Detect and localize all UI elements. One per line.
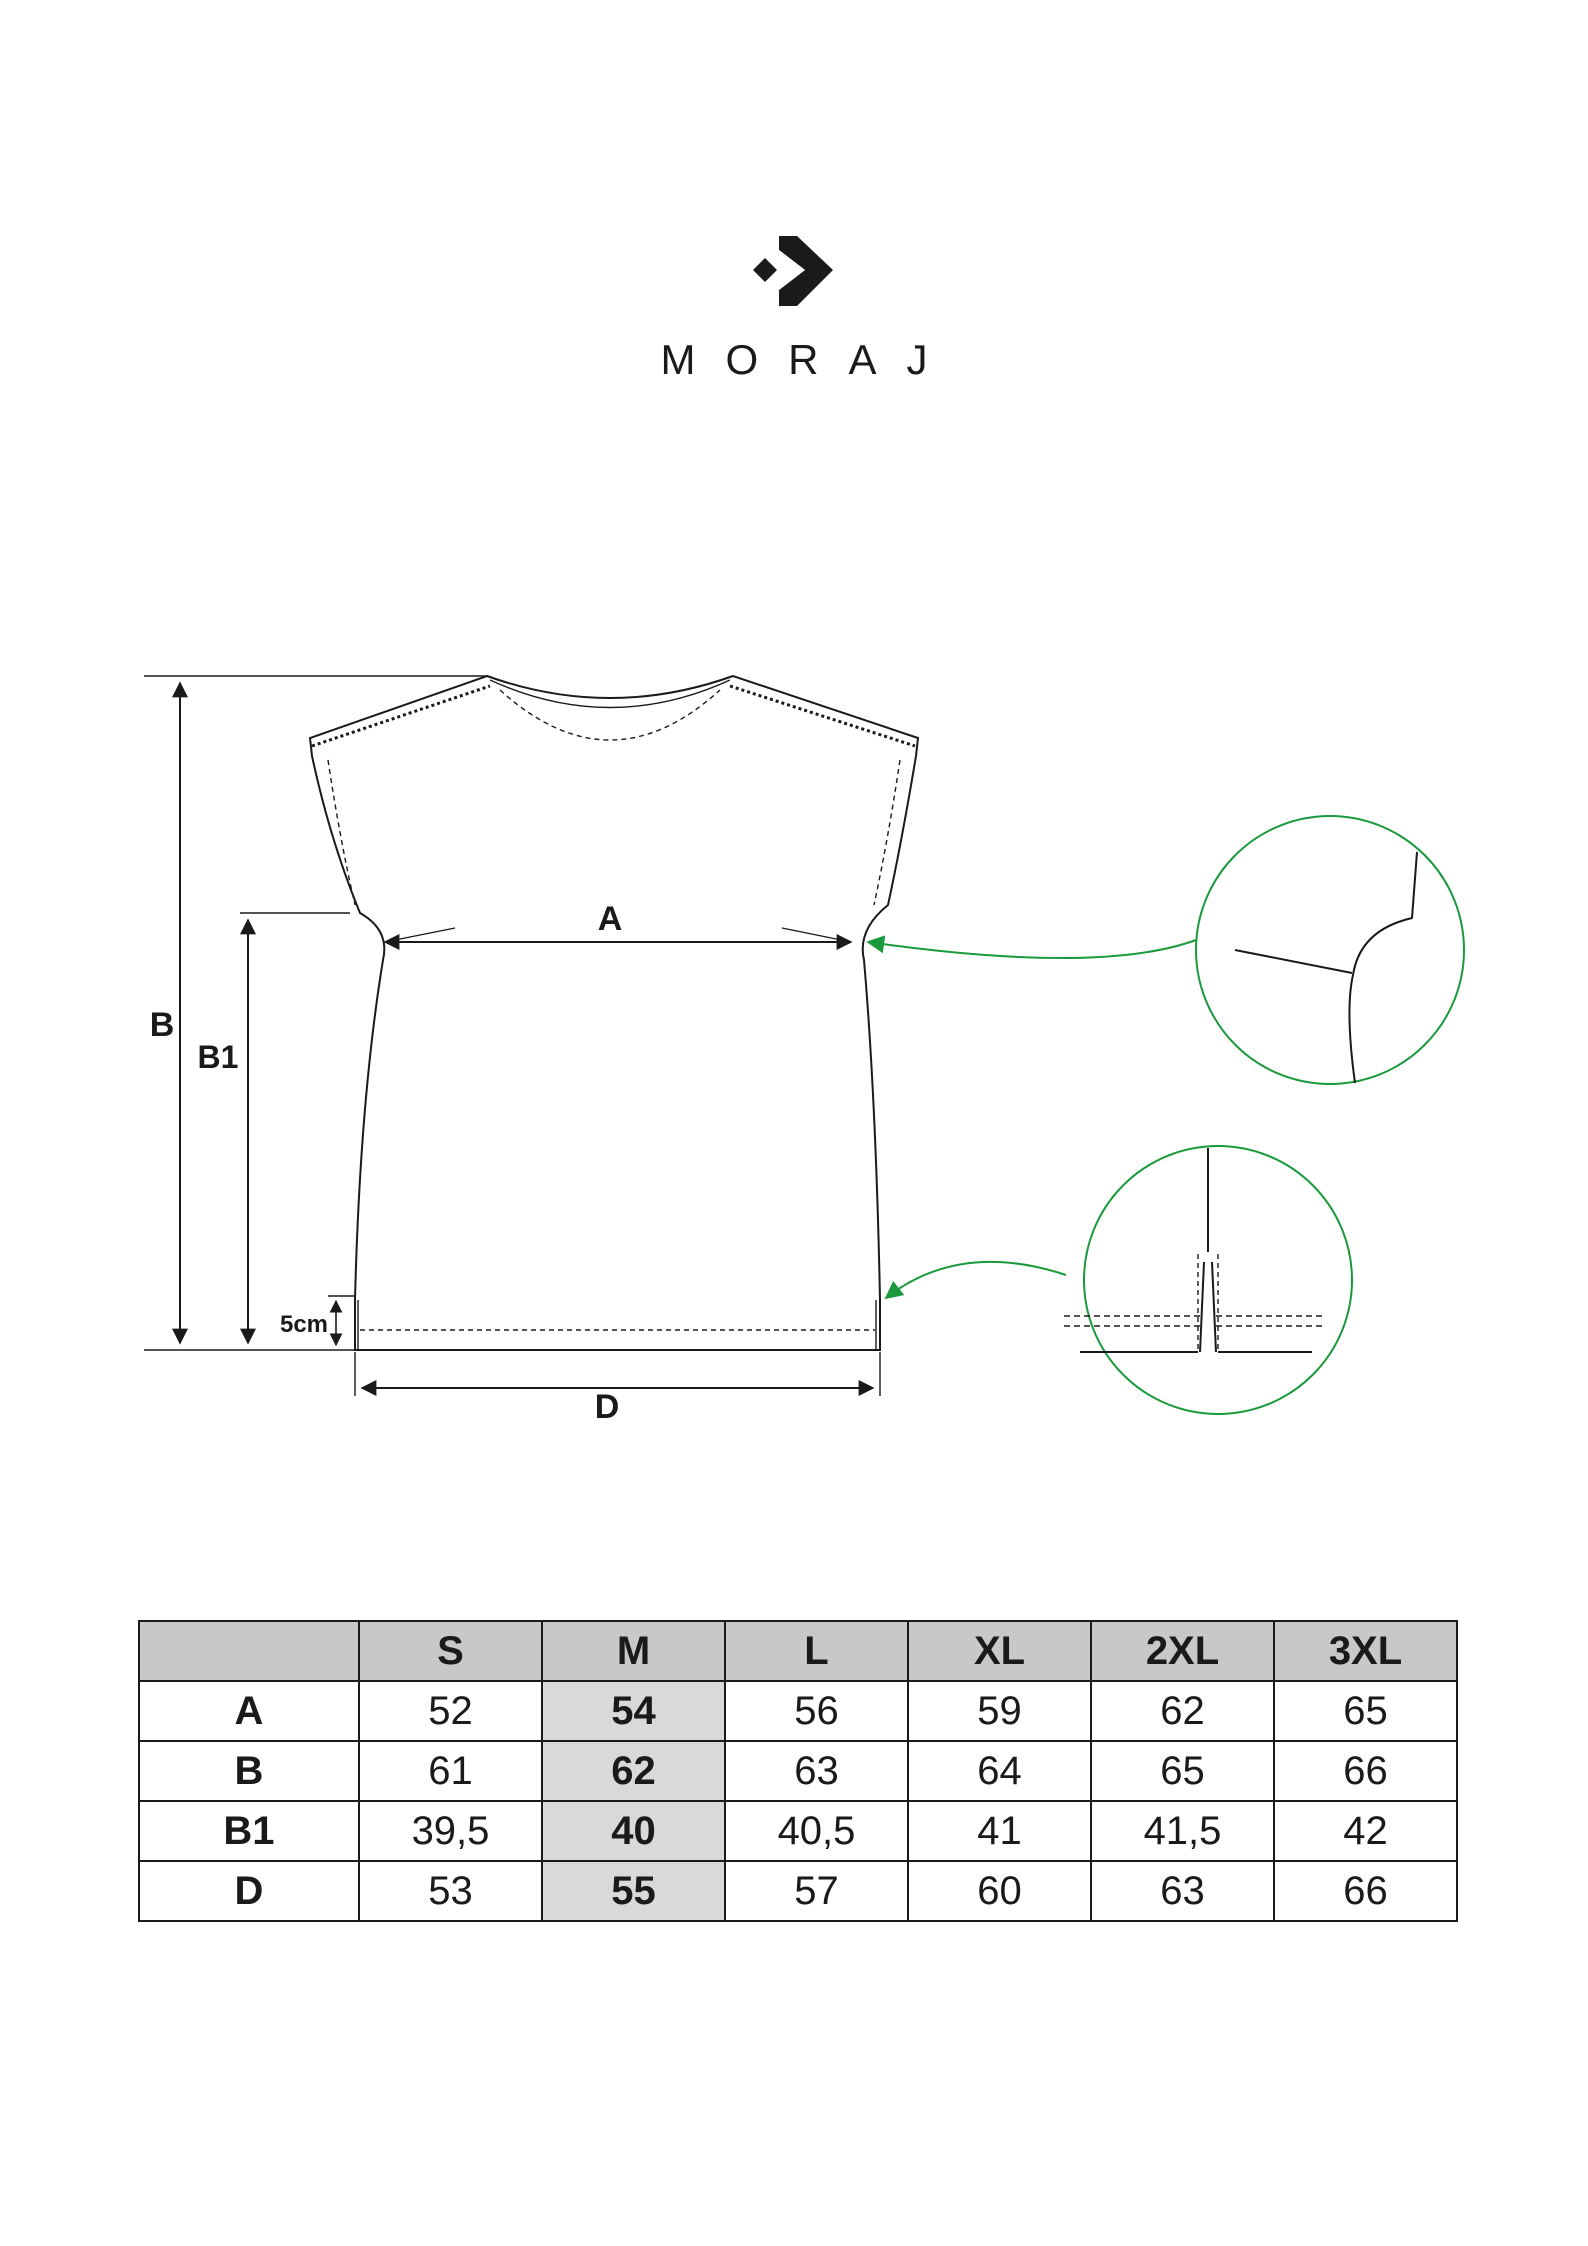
armhole-detail-callout xyxy=(1196,816,1464,1084)
value-cell: 62 xyxy=(1091,1681,1274,1741)
value-cell: 57 xyxy=(725,1861,908,1921)
size-chart-table xyxy=(138,1620,1458,1922)
value-cell: 65 xyxy=(1091,1741,1274,1801)
value-cell: 40 xyxy=(542,1801,725,1861)
table-row xyxy=(139,1801,1457,1861)
value-cell: 64 xyxy=(908,1741,1091,1801)
value-cell: 56 xyxy=(725,1681,908,1741)
size-header-cell: 3XL xyxy=(1274,1621,1457,1681)
value-cell: 39,5 xyxy=(359,1801,542,1861)
table-row xyxy=(139,1681,1457,1741)
value-cell: 63 xyxy=(725,1741,908,1801)
side-slit-pointer-arrow xyxy=(886,1262,1066,1298)
row-label-cell: D xyxy=(139,1861,359,1921)
size-header-cell: S xyxy=(359,1621,542,1681)
armhole-pointer-arrow xyxy=(868,940,1196,958)
header-corner-cell xyxy=(139,1621,359,1681)
table-row xyxy=(139,1861,1457,1921)
label-a: A xyxy=(597,900,623,938)
value-cell: 59 xyxy=(908,1681,1091,1741)
value-cell: 42 xyxy=(1274,1801,1457,1861)
row-label-cell: B1 xyxy=(139,1801,359,1861)
size-header-cell: XL xyxy=(908,1621,1091,1681)
label-slit: 5cm xyxy=(279,1311,329,1338)
brand-name: MORAJ xyxy=(660,336,958,383)
label-b1: B1 xyxy=(197,1039,239,1075)
dimension-lines xyxy=(144,676,880,1396)
label-b: B xyxy=(149,1006,175,1044)
value-cell: 62 xyxy=(542,1741,725,1801)
value-cell: 60 xyxy=(908,1861,1091,1921)
size-header-cell: L xyxy=(725,1621,908,1681)
size-header-row xyxy=(139,1621,1457,1681)
row-label-cell: A xyxy=(139,1681,359,1741)
value-cell: 65 xyxy=(1274,1681,1457,1741)
side-slit-detail-callout xyxy=(1064,1146,1352,1414)
value-cell: 40,5 xyxy=(725,1801,908,1861)
value-cell: 66 xyxy=(1274,1861,1457,1921)
value-cell: 55 xyxy=(542,1861,725,1921)
table-row xyxy=(139,1741,1457,1801)
tshirt-outline xyxy=(310,676,918,1350)
value-cell: 53 xyxy=(359,1861,542,1921)
value-cell: 63 xyxy=(1091,1861,1274,1921)
value-cell: 52 xyxy=(359,1681,542,1741)
value-cell: 61 xyxy=(359,1741,542,1801)
value-cell: 41 xyxy=(908,1801,1091,1861)
label-d: D xyxy=(594,1388,620,1426)
size-header-cell: M xyxy=(542,1621,725,1681)
value-cell: 54 xyxy=(542,1681,725,1741)
value-cell: 66 xyxy=(1274,1741,1457,1801)
value-cell: 41,5 xyxy=(1091,1801,1274,1861)
size-header-cell: 2XL xyxy=(1091,1621,1274,1681)
row-label-cell: B xyxy=(139,1741,359,1801)
